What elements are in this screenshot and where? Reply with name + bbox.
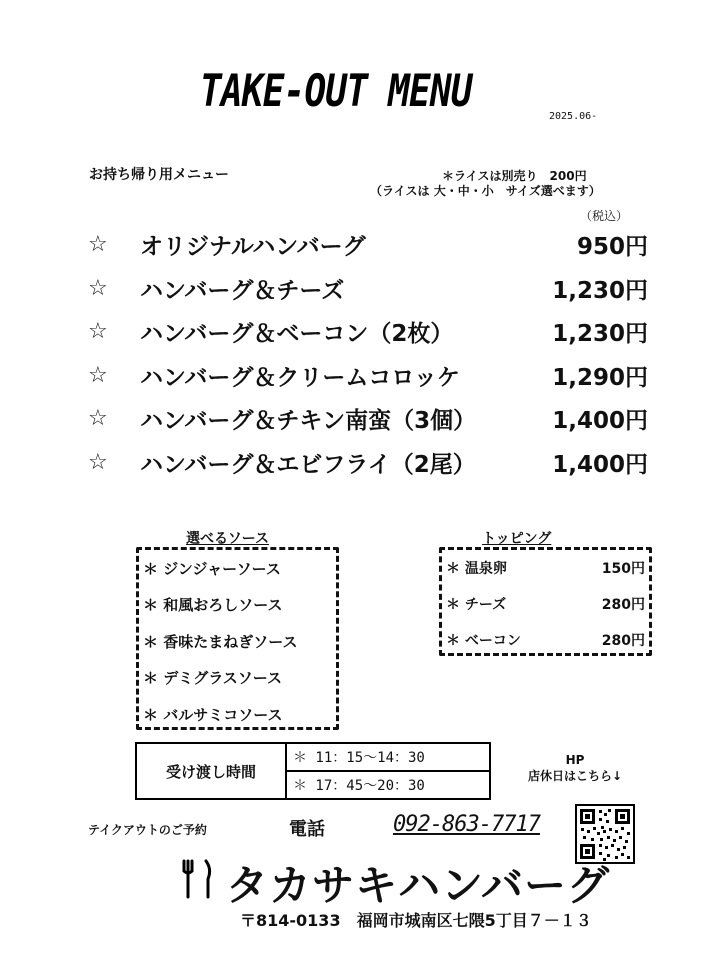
- address: 〒814-0133 福岡市城南区七隈5丁目７－１３: [240, 911, 592, 930]
- phone-label: 電話: [289, 819, 325, 840]
- menu-item: [88, 445, 648, 479]
- star-icon: ☆: [88, 405, 108, 431]
- pickup-time-slots: [287, 744, 489, 798]
- menu-item: [88, 314, 648, 348]
- sauce-box-title: 選べるソース: [182, 528, 273, 548]
- sauce-item: ＊ バルサミコソース: [143, 705, 283, 724]
- pickup-hours-label: 受け渡し時間: [137, 744, 287, 798]
- topping-item: [442, 622, 649, 658]
- closed-days-note: 店休日はこちら↓: [527, 769, 623, 783]
- rice-note: ＊ライスは別売り 200円: [442, 169, 587, 183]
- brand-name: タカサキハンバーグ: [226, 861, 611, 910]
- topping-name: ＊ チーズ: [446, 597, 507, 613]
- menu-item: [88, 358, 648, 392]
- menu-item-name: ハンバーグ＆チーズ: [140, 277, 345, 304]
- menu-item-price: 1,290円: [552, 364, 648, 391]
- menu-item-name: オリジナルハンバーグ: [140, 233, 366, 260]
- menu-item: [88, 227, 648, 261]
- reservation-label: テイクアウトのご予約: [88, 823, 207, 837]
- topping-name: ＊ ベーコン: [446, 633, 521, 649]
- menu-item-name: ハンバーグ＆ベーコン（2枚）: [140, 320, 454, 347]
- topping-price: 280円: [601, 633, 645, 649]
- menu-item-price: 1,400円: [552, 407, 648, 434]
- pickup-hours-table: [135, 742, 491, 800]
- star-icon: ☆: [88, 449, 108, 475]
- brand-logo: [180, 853, 610, 913]
- menu-item: [88, 271, 648, 305]
- topping-box: [439, 547, 652, 656]
- phone-number[interactable]: 092-863-7717: [393, 812, 540, 837]
- menu-item-price: 1,230円: [552, 277, 648, 304]
- menu-item-name: ハンバーグ＆エビフライ（2尾）: [140, 451, 476, 478]
- sauce-item: ＊ ジンジャーソース: [143, 559, 281, 578]
- pickup-time-slot: ＊ 17：45〜20：30: [287, 770, 489, 798]
- menu-item-price: 1,400円: [552, 451, 648, 478]
- menu-item-name: ハンバーグ＆クリームコロッケ: [140, 364, 460, 391]
- tax-note: （税込）: [580, 209, 629, 223]
- star-icon: ☆: [88, 275, 108, 301]
- sauce-item: ＊ 香味たまねぎソース: [143, 632, 298, 651]
- hp-note: [505, 752, 645, 784]
- topping-item: [442, 586, 649, 622]
- sauce-item: ＊ デミグラスソース: [143, 669, 283, 688]
- star-icon: ☆: [88, 318, 108, 344]
- topping-price: 280円: [601, 597, 645, 613]
- star-icon: ☆: [88, 231, 108, 257]
- fork-knife-icon: [180, 859, 216, 908]
- topping-box-title: トッピング: [478, 528, 555, 548]
- takeout-subheading: お持ち帰り用メニュー: [89, 167, 229, 183]
- topping-name: ＊ 温泉卵: [446, 561, 507, 577]
- topping-price: 150円: [601, 561, 645, 577]
- menu-item: [88, 401, 648, 435]
- sauce-box: [136, 547, 339, 730]
- star-icon: ☆: [88, 362, 108, 388]
- topping-item: [442, 550, 649, 586]
- sauce-item: ＊ 和風おろしソース: [143, 596, 283, 615]
- menu-item-price: 1,230円: [552, 320, 648, 347]
- pickup-time-slot: ＊ 11：15〜14：30: [293, 750, 425, 766]
- rice-size-note: （ライスは 大・中・小 サイズ選べます）: [370, 184, 601, 198]
- menu-item-price: 950円: [576, 233, 648, 260]
- hp-label: HP: [565, 753, 585, 767]
- menu-date: 2025.06-: [549, 111, 598, 122]
- menu-title: TAKE-OUT MENU: [200, 66, 472, 117]
- menu-item-name: ハンバーグ＆チキン南蛮（3個）: [140, 407, 477, 434]
